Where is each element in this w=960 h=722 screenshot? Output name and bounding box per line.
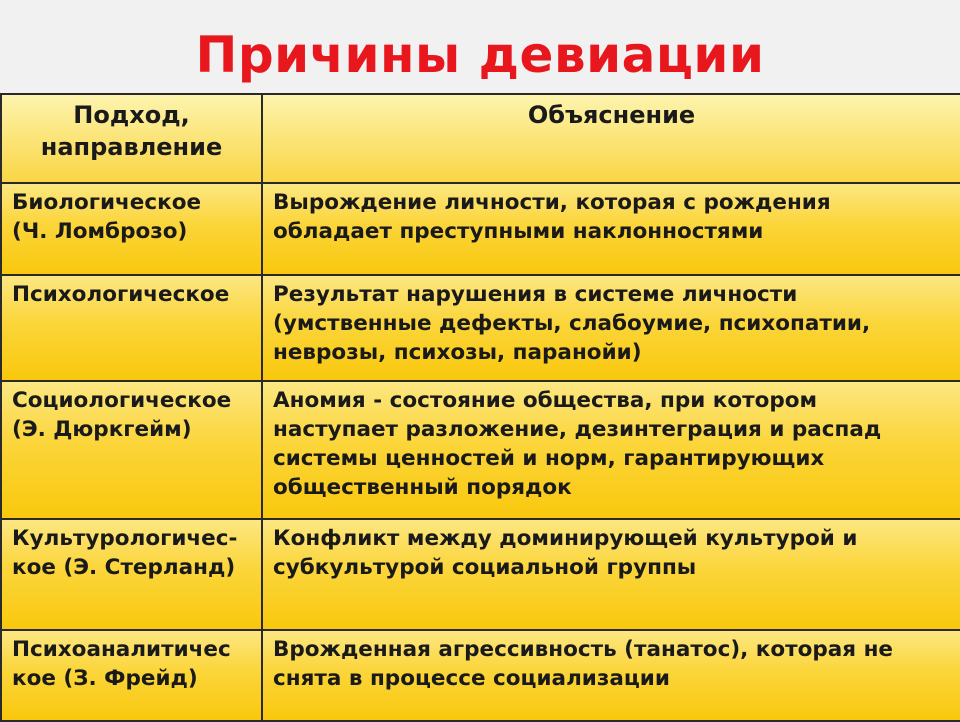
table-row: [1, 275, 960, 381]
table-row: [1, 519, 960, 630]
table-header-row: [1, 94, 960, 183]
explanation-cell: [262, 381, 960, 519]
explanation-cell: [262, 630, 960, 721]
approach-cell: [1, 183, 262, 275]
cell-text: Аномия - состояние общества, при котором: [273, 388, 818, 413]
deviation-causes-table: [0, 93, 960, 722]
cell-text: (Ч. Ломброзо): [12, 219, 188, 244]
table-row: [1, 183, 960, 275]
cell-text: (Э. Дюркгейм): [12, 417, 192, 442]
cell-text: Врожденная агрессивность (танатос), которая не: [273, 637, 894, 662]
cell-text: общественный порядок: [273, 475, 572, 500]
explanation-cell: [262, 275, 960, 381]
cell-text: Социологическое: [12, 388, 232, 413]
cell-text: кое (З. Фрейд): [12, 666, 198, 691]
cell-text: системы ценностей и норм, гарантирующих: [273, 446, 825, 471]
cell-text: неврозы, психозы, паранойи): [273, 340, 642, 365]
cell-text: кое (Э. Стерланд): [12, 555, 236, 580]
approach-cell: [1, 519, 262, 630]
cell-text: наступает разложение, дезинтеграция и распад: [273, 417, 882, 442]
approach-cell: [1, 381, 262, 519]
cell-text: Психоаналитичес: [12, 637, 231, 662]
header-text: Подход,: [73, 101, 190, 129]
table-row: [1, 381, 960, 519]
cell-text: Вырождение личности, которая с рождения: [273, 190, 831, 215]
cell-text: Результат нарушения в системе личности: [273, 282, 798, 307]
header-text: Объяснение: [527, 101, 696, 129]
cell-text: Биологическое: [12, 190, 202, 215]
header-text: направление: [40, 133, 223, 161]
cell-text: обладает преступными наклонностями: [273, 219, 764, 244]
approach-cell: [1, 275, 262, 381]
cell-text: Культурологичес-: [12, 526, 238, 551]
cell-text: Психологическое: [12, 282, 230, 307]
cell-text: (умственные дефекты, слабоумие, психопатии,: [273, 311, 871, 336]
cell-text: снята в процессе социализации: [273, 666, 670, 691]
slide-title: Причины девиации: [195, 26, 765, 84]
table-row: [1, 630, 960, 721]
cell-text: Конфликт между доминирующей культурой и: [273, 526, 858, 551]
explanation-cell: [262, 519, 960, 630]
approach-cell: [1, 630, 262, 721]
cell-text: субкультурой социальной группы: [273, 555, 697, 580]
explanation-cell: [262, 183, 960, 275]
header-approach: [1, 94, 262, 183]
header-explanation: [262, 94, 960, 183]
